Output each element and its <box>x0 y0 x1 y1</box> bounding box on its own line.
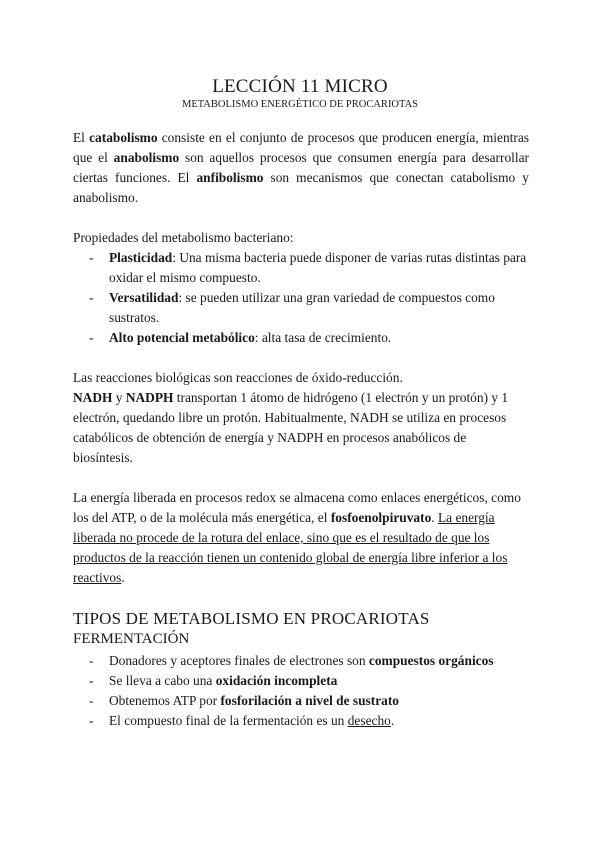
energy-paragraph <box>73 488 529 588</box>
property-term: Alto potencial metabólico <box>109 330 255 345</box>
energy-text: La energía liberada en procesos redox se almacena como enlaces energéticos, como los del ATP, o de la molécula más energética, el <box>73 490 521 525</box>
intro-paragraph <box>73 128 529 208</box>
list-item <box>73 651 529 671</box>
item-text: . <box>390 713 395 728</box>
term-anabolismo: anabolismo <box>113 150 180 165</box>
intro-text: consiste en el conjunto de procesos que producen energía, mientras que el <box>73 130 529 165</box>
item-text: El compuesto final de la fermentación es un <box>109 713 348 728</box>
properties-list <box>73 248 529 348</box>
item-text: Obtenemos ATP por <box>109 693 221 708</box>
item-bold: compuestos orgánicos <box>368 653 494 668</box>
item-bold: oxidación incompleta <box>215 673 338 688</box>
property-term: Versatilidad <box>109 290 179 305</box>
page-subtitle: METABOLISMO ENERGÉTICO DE PROCARIOTAS <box>181 99 419 110</box>
list-item <box>73 711 529 731</box>
dash-bullet: - <box>89 713 94 728</box>
redox-text: y <box>112 390 126 405</box>
term-anfibolismo: anfibolismo <box>196 170 264 185</box>
term-nadh: NADH <box>73 390 113 405</box>
item-bold: fosforilación a nivel de sustrato <box>220 693 399 708</box>
intro-text: son aquellos procesos que consumen energía para desarrollar ciertas funciones. El <box>73 150 529 185</box>
dash-bullet: - <box>89 250 94 265</box>
redox-text: transportan 1 átomo de hidrógeno (1 electrón y un protón) y 1 electrón, quedando libre un protón. Habitualmente, NADH se utiliza en procesos catabólicos de obtención de energía y NADPH en procesos anabólicos de biosíntesis. <box>73 390 509 465</box>
energy-text: . <box>431 510 438 525</box>
dash-bullet: - <box>89 693 94 708</box>
intro-text: son mecanismos que conectan catabolismo y anabolismo. <box>73 170 529 205</box>
list-item <box>73 288 529 328</box>
dash-bullet: - <box>89 290 94 305</box>
property-text: : alta tasa de crecimiento. <box>254 330 392 345</box>
property-text: : se pueden utilizar una gran variedad de compuestos como sustratos. <box>109 290 495 325</box>
dash-bullet: - <box>89 673 94 688</box>
term-catabolismo: catabolismo <box>89 130 158 145</box>
properties-section <box>73 228 529 348</box>
list-item <box>73 328 529 348</box>
section-subheading: FERMENTACIÓN <box>73 631 190 647</box>
item-text: Donadores y aceptores finales de electrones son <box>109 653 369 668</box>
fermentation-list <box>73 651 529 731</box>
energy-underlined-text: La energía liberada no procede de la rotura del enlace, sino que es el resultado de que los productos de la reacción tienen un contenido global de energía libre inferior a los reactivos <box>73 510 508 585</box>
properties-heading: Propiedades del metabolismo bacteriano: <box>73 230 294 245</box>
dash-bullet: - <box>89 653 94 668</box>
redox-paragraph <box>73 368 529 468</box>
section-heading: TIPOS DE METABOLISMO EN PROCARIOTAS <box>73 609 430 628</box>
dash-bullet: - <box>89 330 94 345</box>
fermentation-section <box>73 651 529 731</box>
intro-text: El <box>73 130 90 145</box>
term-nadph: NADPH <box>125 390 174 405</box>
list-item <box>73 248 529 288</box>
list-item <box>73 691 529 711</box>
property-term: Plasticidad <box>109 250 173 265</box>
item-text: Se lleva a cabo una <box>109 673 216 688</box>
list-item <box>73 671 529 691</box>
page-title: LECCIÓN 11 MICRO <box>212 76 388 97</box>
redox-line: Las reacciones biológicas son reacciones de óxido-reducción. <box>73 370 403 385</box>
energy-text: . <box>121 570 125 585</box>
term-fosfoenolpiruvato: fosfoenolpiruvato <box>330 510 432 525</box>
property-text: : Una misma bacteria puede disponer de varias rutas distintas para oxidar el mismo compuesto. <box>109 250 527 285</box>
item-underlined: desecho <box>347 713 391 728</box>
